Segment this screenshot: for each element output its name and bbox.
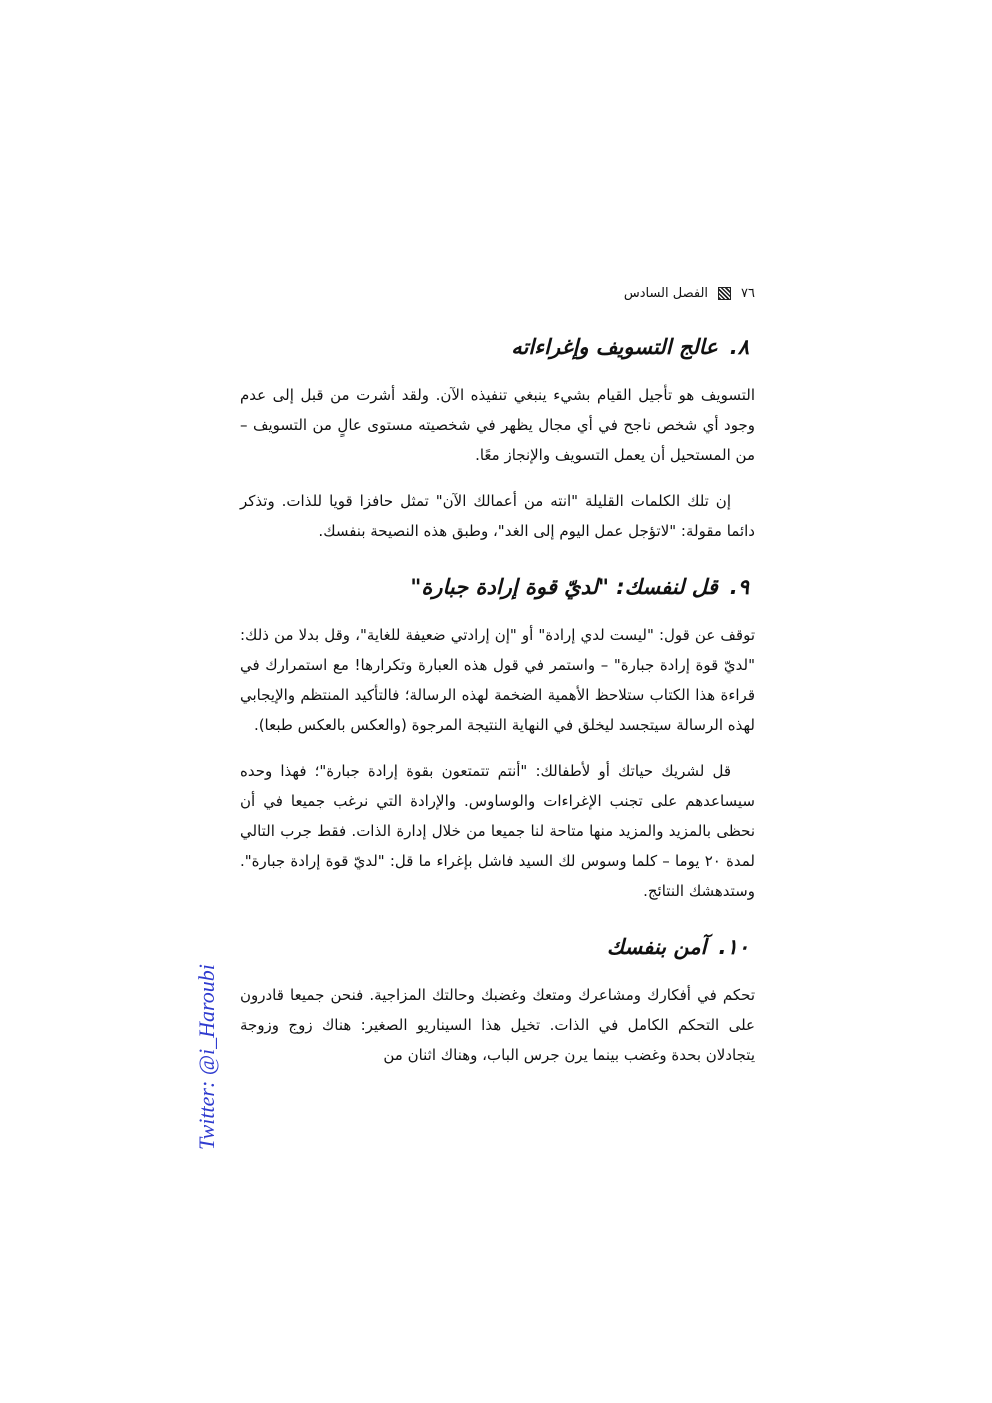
paragraph: التسويف هو تأجيل القيام بشيء ينبغي تنفيذه الآن. ولقد أشرت من قبل إلى عدم وجود أي شخص ناجح في أي مجال يظهر في شخصيته مستوى عالٍ من التسويف – من المستحيل أن يعمل التسويف والإنجاز معًا. <box>240 386 755 464</box>
section-title: عالج التسويف وإغراءاته <box>511 335 718 359</box>
paragraph: توقف عن قول: "ليست لدي إرادة" أو "إن إرادتي ضعيفة للغاية"، وقل بدلا من ذلك: "لديّ قوة إرادة جبارة" – واستمر في قول هذه العبارة وتكرارها! مع استمرارك في قراءة هذا الكتاب ستلاحظ الأهمية الضخمة لهذه الرسالة؛ فالتأكيد المنتظم والإيجابي لهذه الرسالة سيتجسد ليخلق في النهاية النتيجة المرجوة (والعكس بالعكس طبعا). <box>240 626 755 734</box>
section-heading-8 <box>240 332 749 362</box>
section-heading-10 <box>240 932 749 962</box>
section-title: قل لنفسك: "لديّ قوة إرادة جبارة" <box>410 575 718 599</box>
twitter-watermark: Twitter: @i_Haroubi <box>194 964 219 1150</box>
hatched-square-ornament-icon <box>718 287 731 300</box>
section-title: آمن بنفسك <box>606 935 707 959</box>
section-number: ١٠. <box>718 935 749 959</box>
chapter-title: الفصل السادس <box>623 285 709 301</box>
section-number: ٨. <box>729 335 749 359</box>
section-number: ٩. <box>729 575 749 599</box>
paragraph: تحكم في أفكارك ومشاعرك ومتعك وغضبك وحالتك المزاجية. فنحن جميعا قادرون على التحكم الكامل في الذات. تخيل هذا السيناريو الصغير: هناك زوج وزوجة يتجادلان بحدة وغضب بينما يرن جرس الباب، وهناك اثنان من <box>240 986 755 1064</box>
page-number: ٧٦ <box>741 285 755 301</box>
paragraph: قل لشريك حياتك أو لأطفالك: "أنتم تتمتعون بقوة إرادة جبارة"؛ فهذا وحده سيساعدهم على تجنب الإغراءات والوساوس. والإرادة التي نرغب جميعا في أن نحظى بالمزيد والمزيد منها متاحة لنا جميعا من خلال إدارة الذات. فقط جرب التالي لمدة ٢٠ يوما – كلما وسوس لك السيد فاشل بإغراء ما قل: "لديّ قوة إرادة جبارة". وستدهشك النتائج. <box>240 762 755 900</box>
paragraph: إن تلك الكلمات القليلة "انته من أعمالك الآن" تمثل حافزا قويا للذات. وتذكر دائما مقولة: "لاتؤجل عمل اليوم إلى الغد"، وطبق هذه النصيحة بنفسك. <box>240 492 755 540</box>
section-heading-9 <box>240 572 749 602</box>
running-header <box>240 280 755 306</box>
book-page <box>240 280 755 1086</box>
